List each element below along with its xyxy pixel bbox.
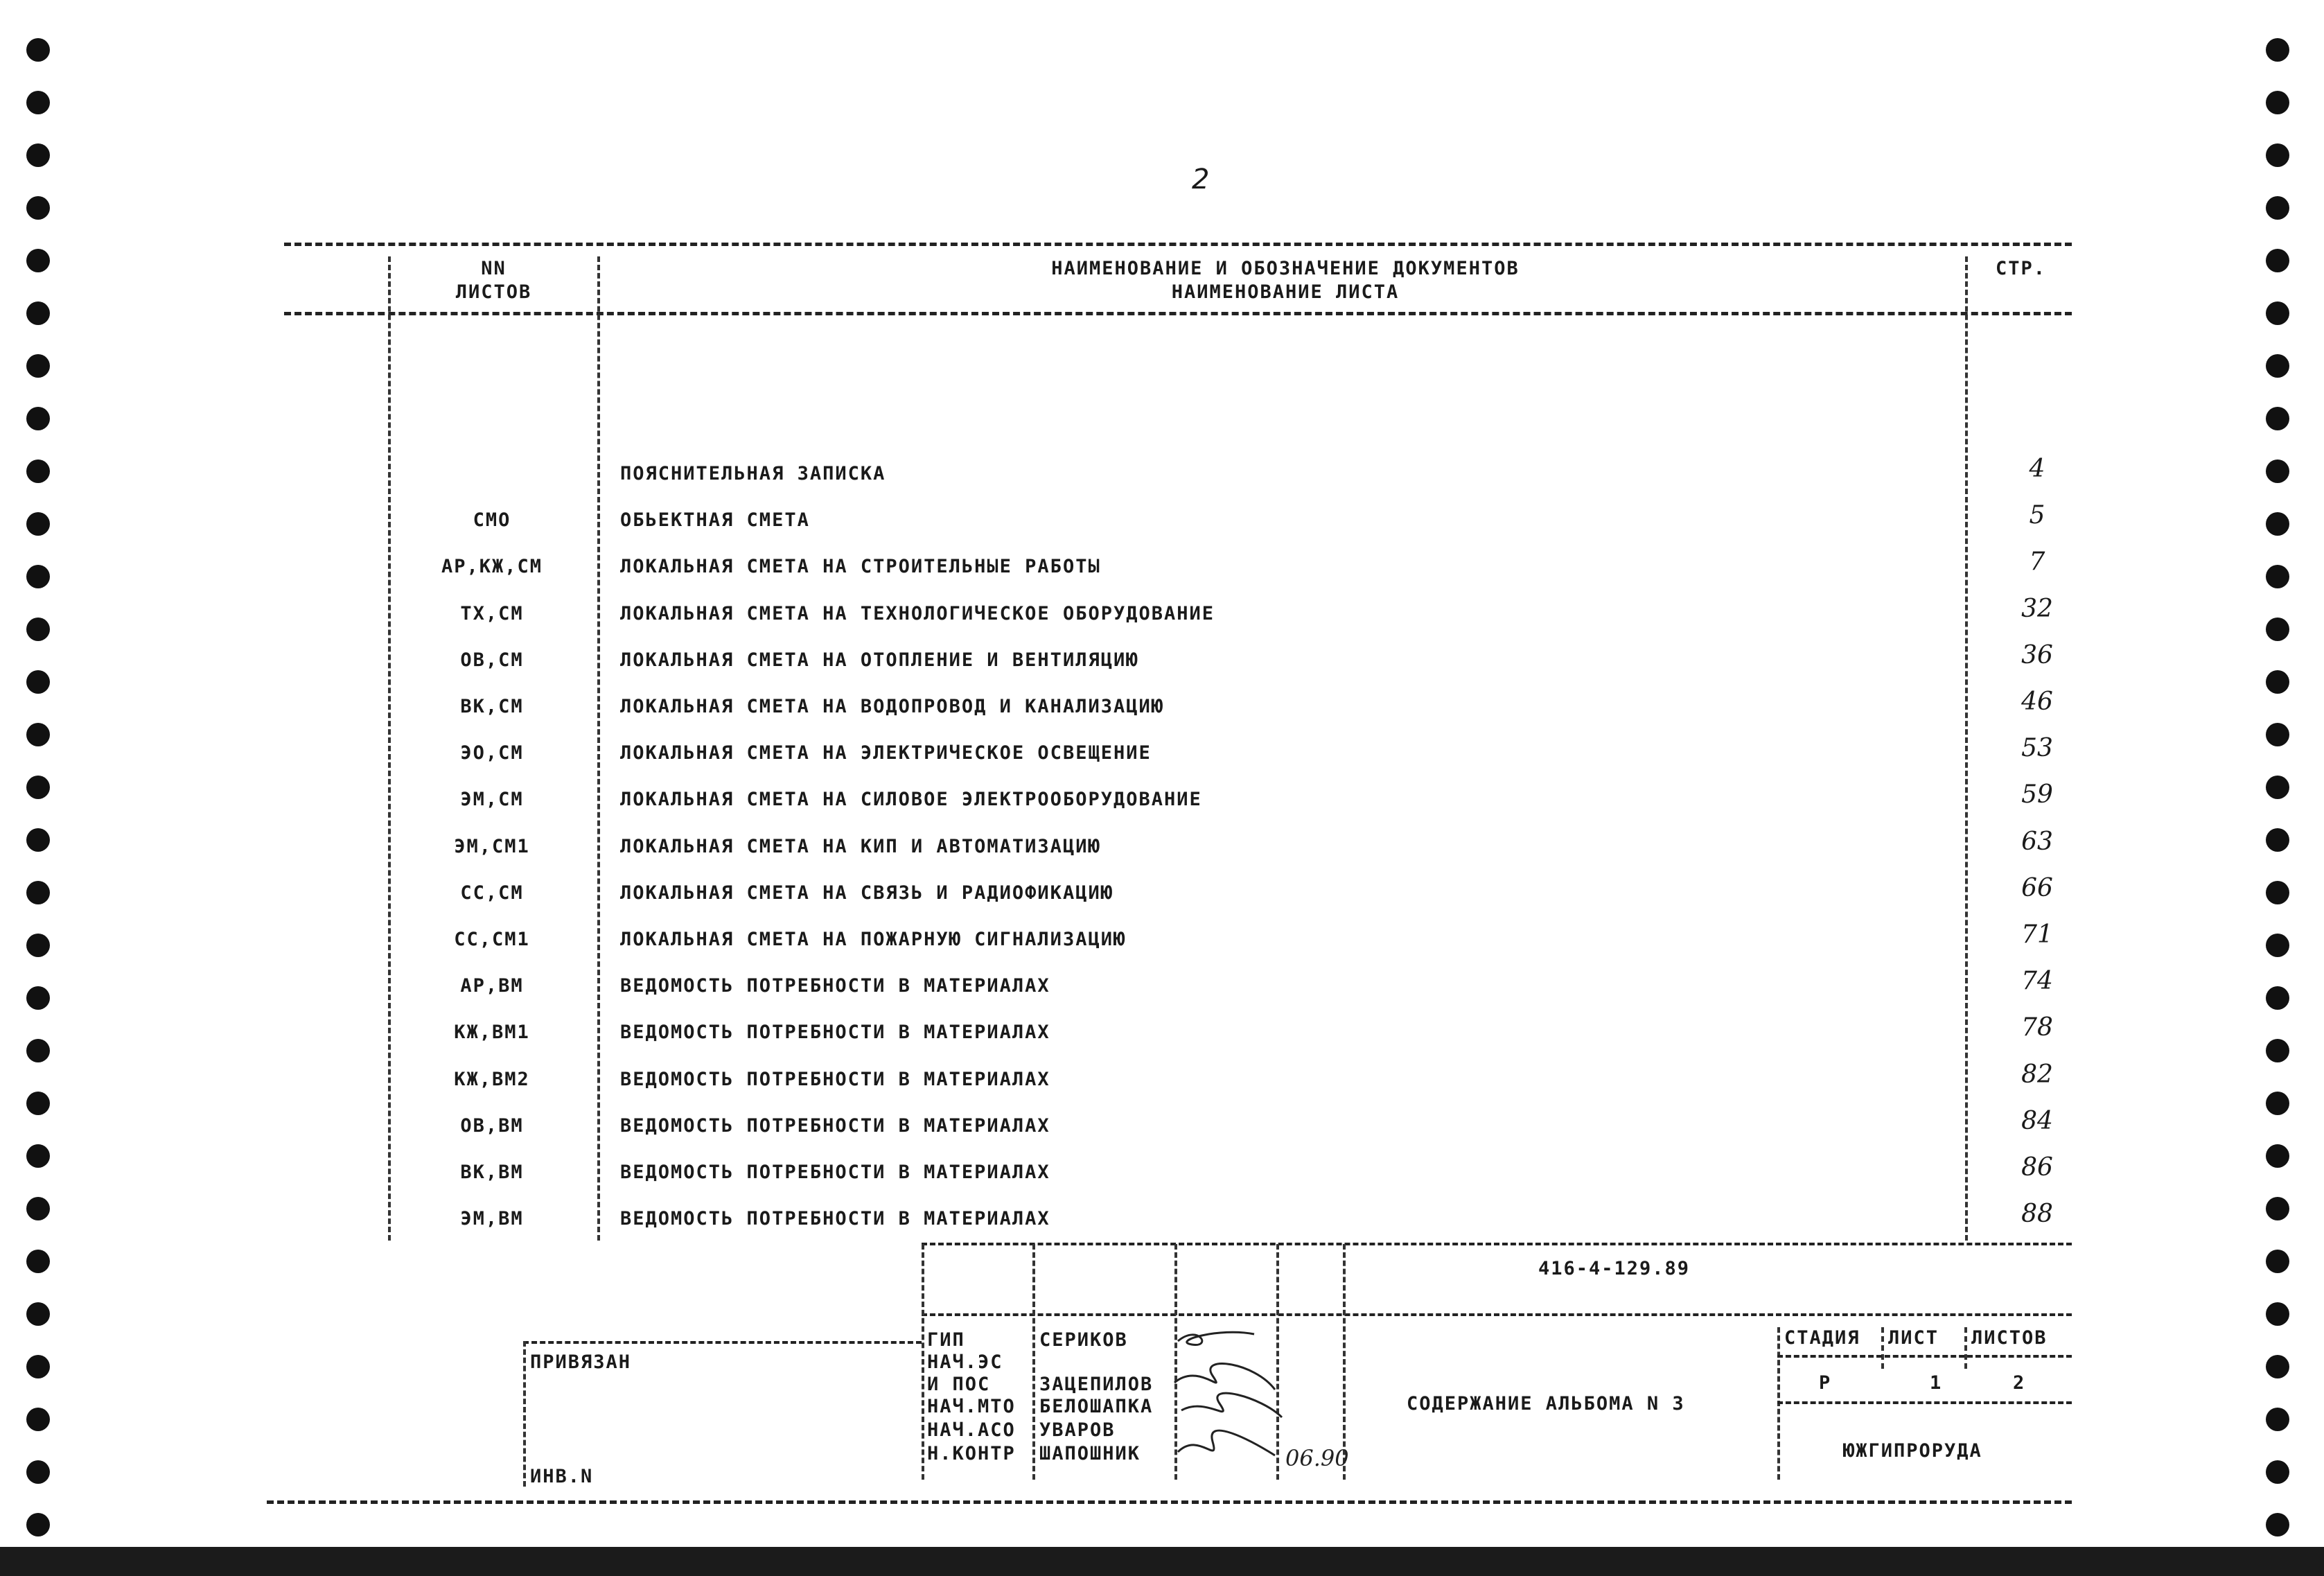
column-divider-page [1965,256,1968,1241]
name-4: ШАПОШНИК [1039,1443,1141,1464]
header-page: СТР. [1996,258,2047,279]
perforation-hole [2266,1039,2289,1062]
stamp-div-7 [1881,1327,1884,1369]
role-3: НАЧ.МТО [927,1396,1016,1417]
role-2: И ПОС [927,1374,991,1395]
sheets-label: ЛИСТОВ [1971,1327,2048,1349]
row-name: ЛОКАЛЬНАЯ СМЕТА НА СТРОИТЕЛЬНЫЕ РАБОТЫ [620,556,1101,578]
scan-edge [0,1547,2324,1576]
perforation-hole [2266,1355,2289,1378]
inv-label: ИНВ.N [530,1466,594,1487]
perforation-hole [26,91,50,114]
row-code: КЖ,ВМ2 [454,1068,530,1090]
row-page: 63 [2021,827,2053,856]
row-name: ЛОКАЛЬНАЯ СМЕТА НА ПОЖАРНУЮ СИГНАЛИЗАЦИЮ [620,929,1127,950]
stamp-top-rule [922,1243,2072,1245]
perforation-hole [26,776,50,799]
row-page: 86 [2021,1153,2053,1182]
row-name: ПОЯСНИТЕЛЬНАЯ ЗАПИСКА [620,463,886,484]
stamp-rule-4 [1777,1401,2072,1404]
row-code: СМО [473,509,511,532]
row-page: 32 [2021,594,2053,623]
perforation-hole [26,1355,50,1378]
name-1: ЗАЦЕПИЛОВ [1039,1374,1154,1395]
perforation-hole [26,1302,50,1326]
perforation-hole [2266,670,2289,694]
row-code: ЭМ,СМ1 [454,835,530,857]
row-name: ЛОКАЛЬНАЯ СМЕТА НА ЭЛЕКТРИЧЕСКОЕ ОСВЕЩЕНИЕ [620,742,1152,764]
perforation-hole [26,38,50,62]
perforation-hole [26,723,50,746]
perforation-hole [2266,196,2289,220]
row-page: 66 [2021,873,2053,902]
row-name: ВЕДОМОСТЬ ПОТРЕБНОСТИ В МАТЕРИАЛАХ [620,1114,1050,1137]
header-bottom-rule [284,312,2072,315]
perforation-hole [2266,1302,2289,1326]
perforation-hole [26,565,50,588]
perforation-hole [2266,459,2289,483]
perforation-hole [26,1408,50,1431]
perforation-hole [2266,776,2289,799]
perforation-hole [2266,723,2289,746]
row-page: 4 [2029,455,2045,483]
perforation-hole [26,1197,50,1220]
row-code: ОВ,СМ [460,649,524,671]
perforation-hole [2266,1513,2289,1536]
album-title: СОДЕРЖАНИЕ АЛЬБОМА N 3 [1407,1393,1685,1415]
row-code: ОВ,ВМ [460,1114,524,1137]
row-code: ВК,СМ [460,696,524,717]
perforation-hole [2266,934,2289,957]
row-name: ОБЬЕКТНАЯ СМЕТА [620,509,810,532]
stamp-rule-2 [922,1313,2072,1316]
privyazan-label: ПРИВЯЗАН [530,1351,632,1373]
column-divider-sheets [597,256,600,1241]
perforation-hole [2266,249,2289,272]
sheet-value: 1 [1930,1372,1943,1394]
perforation-hole [2266,1092,2289,1115]
row-name: ВЕДОМОСТЬ ПОТРЕБНОСТИ В МАТЕРИАЛАХ [620,975,1050,997]
perforation-hole [26,934,50,957]
perforation-hole [2266,1408,2289,1431]
row-page: 74 [2021,967,2053,996]
perforation-hole [2266,565,2289,588]
role-0: ГИП [927,1329,965,1351]
stamp-div-9 [523,1341,526,1487]
row-code: АР,КЖ,СМ [441,556,543,578]
row-page: 7 [2029,548,2045,577]
role-5: Н.КОНТР [927,1443,1016,1464]
perforation-hole [2266,618,2289,641]
header-sheets-line1: NN [481,258,507,279]
stamp-left-rule [523,1341,922,1344]
left-perforation [26,0,68,1576]
perforation-hole [2266,143,2289,167]
perforation-hole [2266,986,2289,1010]
perforation-hole [2266,1197,2289,1220]
organization: ЮЖГИПРОРУДА [1843,1440,1982,1462]
perforation-hole [26,1039,50,1062]
stamp-div-2 [1032,1244,1035,1480]
name-2: БЕЛОШАПКА [1039,1396,1154,1417]
perforation-hole [26,143,50,167]
row-page: 71 [2021,920,2053,949]
perforation-hole [2266,1460,2289,1484]
row-name: ВЕДОМОСТЬ ПОТРЕБНОСТИ В МАТЕРИАЛАХ [620,1208,1050,1230]
header-title-line1: НАИМЕНОВАНИЕ И ОБОЗНАЧЕНИЕ ДОКУМЕНТОВ [1051,258,1520,279]
stamp-div-8 [1964,1327,1967,1369]
perforation-hole [2266,1250,2289,1273]
row-code: СС,СМ1 [454,929,530,950]
signatures [1171,1320,1289,1480]
perforation-hole [26,1513,50,1536]
perforation-hole [26,828,50,852]
perforation-hole [26,459,50,483]
row-code: КЖ,ВМ1 [454,1022,530,1044]
perforation-hole [26,196,50,220]
row-name: ВЕДОМОСТЬ ПОТРЕБНОСТИ В МАТЕРИАЛАХ [620,1068,1050,1090]
perforation-hole [26,670,50,694]
perforation-hole [26,986,50,1010]
perforation-hole [26,1460,50,1484]
stage-value: Р [1819,1372,1832,1394]
row-code: ЭМ,ВМ [460,1208,524,1230]
perforation-hole [2266,407,2289,430]
header-sheets-line2: ЛИСТОВ [455,281,532,303]
page-number: 2 [1192,164,1210,195]
perforation-hole [26,354,50,378]
stamp-bottom-rule [267,1500,2072,1504]
role-4: НАЧ.АСО [927,1419,1016,1441]
header-title-line2: НАИМЕНОВАНИЕ ЛИСТА [1171,281,1400,303]
row-page: 59 [2021,780,2053,809]
perforation-hole [26,1092,50,1115]
stamp-div-1 [922,1244,924,1480]
row-name: ЛОКАЛЬНАЯ СМЕТА НА СВЯЗЬ И РАДИОФИКАЦИЮ [620,882,1113,904]
perforation-hole [26,618,50,641]
perforation-hole [2266,91,2289,114]
row-name: ЛОКАЛЬНАЯ СМЕТА НА ВОДОПРОВОД И КАНАЛИЗАЦИЮ [620,696,1164,717]
perforation-hole [2266,354,2289,378]
name-3: УВАРОВ [1039,1419,1116,1441]
row-code: СС,СМ [460,882,524,904]
perforation-hole [2266,1144,2289,1168]
stage-label: СТАДИЯ [1784,1327,1860,1349]
row-code: ЭМ,СМ [460,789,524,811]
perforation-hole [2266,828,2289,852]
perforation-hole [2266,512,2289,536]
stamp-div-5 [1343,1244,1346,1480]
row-page: 82 [2021,1060,2053,1089]
designation: 416-4-129.89 [1538,1258,1691,1279]
name-0: СЕРИКОВ [1039,1329,1128,1351]
row-page: 78 [2021,1013,2053,1042]
row-page: 5 [2029,501,2045,530]
perforation-hole [26,881,50,904]
row-code: ТХ,СМ [460,602,524,624]
row-name: ВЕДОМОСТЬ ПОТРЕБНОСТИ В МАТЕРИАЛАХ [620,1162,1050,1183]
row-page: 88 [2021,1200,2053,1229]
perforation-hole [26,249,50,272]
perforation-hole [26,1144,50,1168]
perforation-hole [26,512,50,536]
perforation-hole [2266,881,2289,904]
row-code: ЭО,СМ [460,742,524,764]
perforation-hole [26,407,50,430]
perforation-hole [26,1250,50,1273]
perforation-hole [26,301,50,325]
header-top-rule [284,243,2072,246]
row-code: АР,ВМ [460,975,524,997]
stamp-date: 06.90 [1285,1445,1349,1471]
row-page: 84 [2021,1106,2053,1135]
sheets-value: 2 [2013,1372,2026,1394]
perforation-hole [2266,301,2289,325]
stamp-rule-3 [1777,1355,2072,1358]
row-page: 53 [2021,734,2053,763]
row-name: ЛОКАЛЬНАЯ СМЕТА НА КИП И АВТОМАТИЗАЦИЮ [620,835,1101,857]
row-name: ЛОКАЛЬНАЯ СМЕТА НА ОТОПЛЕНИЕ И ВЕНТИЛЯЦИЮ [620,649,1139,671]
row-name: ЛОКАЛЬНАЯ СМЕТА НА СИЛОВОЕ ЭЛЕКТРООБОРУДОВАНИЕ [620,789,1202,811]
row-name: ЛОКАЛЬНАЯ СМЕТА НА ТЕХНОЛОГИЧЕСКОЕ ОБОРУДОВАНИЕ [620,602,1215,624]
perforation-hole [2266,38,2289,62]
row-code: ВК,ВМ [460,1162,524,1183]
row-page: 36 [2021,640,2053,669]
row-name: ВЕДОМОСТЬ ПОТРЕБНОСТИ В МАТЕРИАЛАХ [620,1022,1050,1044]
right-perforation [2266,0,2307,1576]
sheet-label: ЛИСТ [1888,1327,1939,1349]
row-page: 46 [2021,688,2053,716]
role-1: НАЧ.ЭС [927,1351,1003,1373]
